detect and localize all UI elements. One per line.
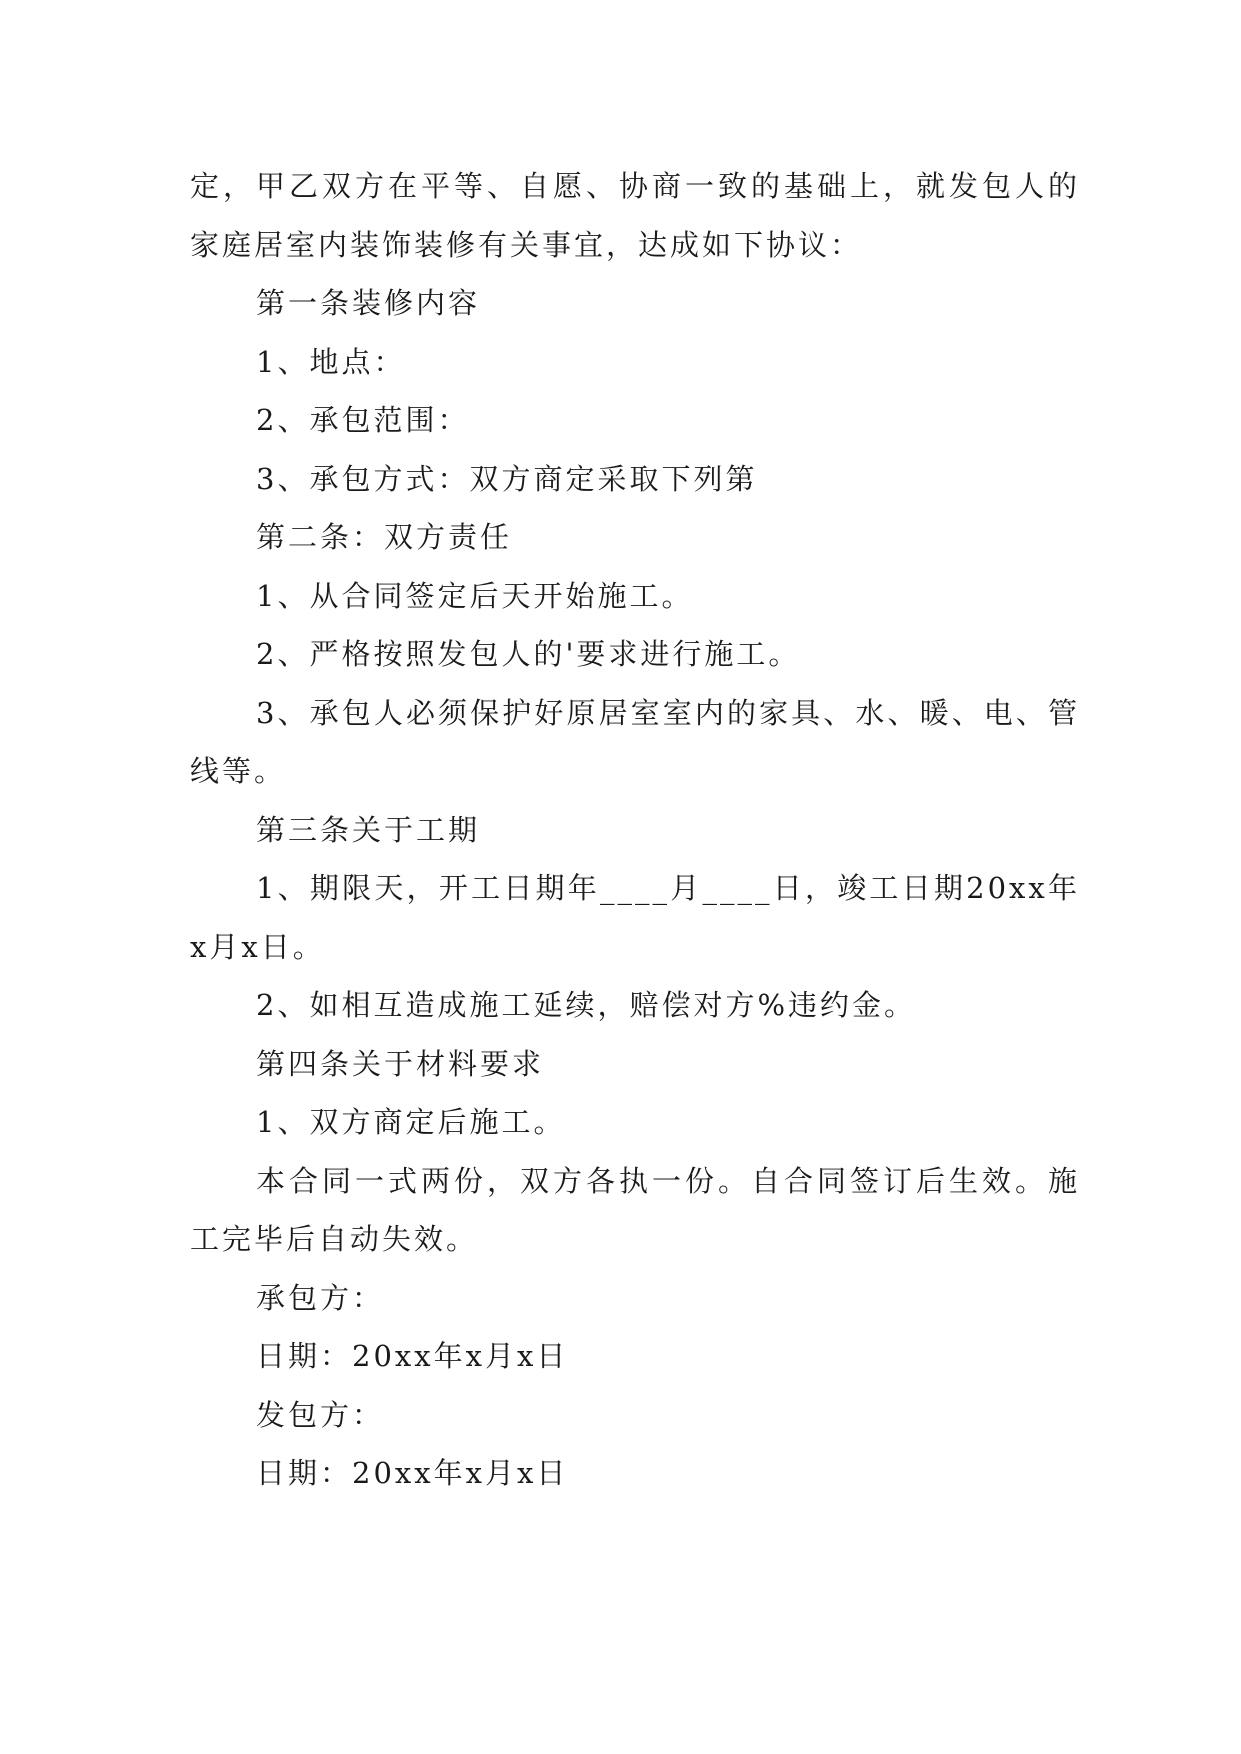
- article-4-agreement: 1、双方商定后施工。: [256, 1105, 566, 1139]
- article-2-heading: 第二条：双方责任: [256, 520, 513, 554]
- article-4-heading: 第四条关于材料要求: [256, 1046, 545, 1081]
- intro-paragraph: 定，甲乙双方在平等、自愿、协商一致的基础上，就发包人的家庭居室内装饰装修有关事宜，达成如下协议：: [190, 169, 1080, 262]
- client-date: 日期：20xx年x月x日: [256, 1456, 569, 1490]
- article-3-schedule: 1、期限天，开工日期年____月____日，竣工日期20xx年x月x日。: [190, 871, 1080, 964]
- article-3-heading: 第三条关于工期: [256, 812, 481, 847]
- article-2-requirements: 2、严格按照发包人的'要求进行施工。: [256, 637, 801, 671]
- article-1-heading: 第一条装修内容: [256, 286, 481, 320]
- article-1-location: 1、地点：: [256, 344, 406, 379]
- article-1-method: 3、承包方式：双方商定采取下列第: [256, 461, 758, 496]
- contract-body: [190, 157, 1080, 1503]
- client-signature: 发包方：: [256, 1397, 385, 1432]
- article-2-start: 1、从合同签定后天开始施工。: [256, 578, 694, 613]
- contractor-date: 日期：20xx年x月x日: [256, 1339, 569, 1373]
- article-2-protection: 3、承包人必须保护好原居室室内的家具、水、暖、电、管线等。: [190, 695, 1080, 788]
- closing-paragraph: 本合同一式两份，双方各执一份。自合同签订后生效。施工完毕后自动失效。: [190, 1163, 1080, 1256]
- article-1-scope: 2、承包范围：: [256, 403, 470, 437]
- article-3-penalty: 2、如相互造成施工延续，赔偿对方%违约金。: [256, 988, 917, 1022]
- contractor-signature: 承包方：: [256, 1280, 385, 1315]
